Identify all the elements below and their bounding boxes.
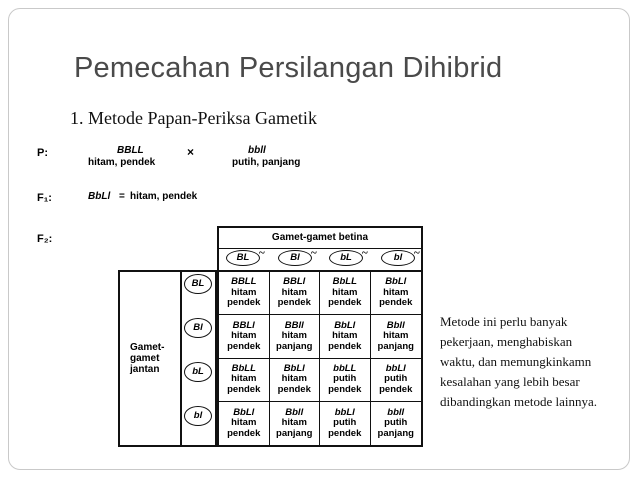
offspring-genotype: BbLl — [283, 362, 305, 374]
offspring-genotype: Bbll — [285, 406, 304, 418]
gamete-squiggle-icon: ~ — [362, 247, 368, 259]
offspring-size: panjang — [377, 340, 414, 352]
offspring-cell — [371, 315, 422, 358]
parental-left-genotype: BBLL — [117, 145, 144, 156]
parental-label: P: — [37, 147, 48, 159]
offspring-genotype: bbLl — [385, 362, 406, 374]
offspring-genotype: bbLl — [334, 406, 355, 418]
offspring-genotype: bbll — [387, 406, 405, 418]
female-gamete-4: bl — [381, 250, 415, 266]
offspring-color: hitam — [332, 286, 358, 298]
offspring-genotype: BBll — [284, 319, 304, 331]
gamete-squiggle-icon: ~ — [414, 247, 420, 259]
offspring-cell — [270, 272, 321, 315]
offspring-size: pendek — [328, 427, 362, 439]
offspring-size: pendek — [328, 340, 362, 352]
gamete-squiggle-icon: ~ — [259, 247, 265, 259]
offspring-size: panjang — [377, 427, 414, 439]
offspring-color: hitam — [231, 286, 257, 298]
parental-left-phenotype: hitam, pendek — [88, 157, 156, 168]
offspring-color: hitam — [231, 330, 257, 342]
header-divider — [219, 248, 421, 249]
offspring-cell — [270, 359, 321, 402]
offspring-size: pendek — [277, 383, 311, 395]
offspring-genotype: BbLL — [332, 276, 357, 288]
offspring-color: hitam — [231, 417, 257, 429]
offspring-color: hitam — [281, 286, 307, 298]
offspring-cell — [270, 315, 321, 358]
offspring-size: panjang — [276, 427, 313, 439]
offspring-color: putih — [384, 373, 408, 385]
parental-right-genotype: bbll — [248, 145, 266, 156]
offspring-cell — [371, 402, 422, 445]
offspring-genotype: BBLl — [232, 319, 255, 331]
female-gametes-title: Gamet-gamet betina — [271, 232, 369, 243]
offspring-color: hitam — [383, 286, 409, 298]
offspring-color: hitam — [281, 373, 307, 385]
slide-title: Pemecahan Persilangan Dihibrid — [74, 52, 503, 84]
female-gamete-2: Bl — [278, 250, 312, 266]
offspring-color: putih — [333, 417, 357, 429]
offspring-genotype: Bbll — [386, 319, 405, 331]
offspring-cell — [219, 272, 270, 315]
offspring-size: pendek — [227, 340, 261, 352]
offspring-color: hitam — [332, 330, 358, 342]
offspring-size: pendek — [379, 297, 413, 309]
cross-symbol: × — [187, 145, 195, 159]
offspring-cell — [219, 315, 270, 358]
offspring-size: panjang — [276, 340, 313, 352]
male-gamete-3: bL — [184, 362, 212, 382]
offspring-color: putih — [333, 373, 357, 385]
offspring-cell — [219, 359, 270, 402]
offspring-cell — [320, 402, 371, 445]
offspring-genotype: BBLL — [231, 276, 257, 288]
offspring-size: pendek — [277, 297, 311, 309]
f2-label: F₂: — [37, 233, 53, 245]
offspring-cell — [320, 315, 371, 358]
male-gametes-panel — [118, 270, 182, 447]
offspring-size: pendek — [379, 383, 413, 395]
offspring-cell — [320, 272, 371, 315]
offspring-color: putih — [384, 417, 408, 429]
slide-subtitle: 1. Metode Papan-Periksa Gametik — [70, 108, 317, 128]
offspring-cell — [371, 272, 422, 315]
f1-phenotype: hitam, pendek — [130, 191, 198, 202]
punnett-grid — [217, 270, 423, 447]
offspring-size: pendek — [227, 297, 261, 309]
offspring-genotype: BbLl — [385, 276, 407, 288]
offspring-cell — [219, 402, 270, 445]
offspring-cell — [371, 359, 422, 402]
female-gamete-3: bL — [329, 250, 363, 266]
offspring-size: pendek — [227, 383, 261, 395]
offspring-size: pendek — [328, 297, 362, 309]
offspring-size: pendek — [328, 383, 362, 395]
female-gamete-1: BL — [226, 250, 260, 266]
gamete-squiggle-icon: ~ — [311, 247, 317, 259]
male-gamete-1: BL — [184, 274, 212, 294]
offspring-genotype: BbLL — [231, 362, 256, 374]
offspring-genotype: BbLl — [233, 406, 255, 418]
male-gametes-label: Gamet- gamet jantan — [130, 342, 165, 375]
offspring-color: hitam — [383, 330, 409, 342]
parental-right-phenotype: putih, panjang — [232, 157, 301, 168]
offspring-cell — [270, 402, 321, 445]
f1-equals: = — [119, 191, 125, 202]
offspring-genotype: BBLl — [283, 276, 306, 288]
f1-genotype: BbLl — [88, 191, 111, 202]
method-note: Metode ini perlu banyak pekerjaan, menghabiskan waktu, dan memungkinkamn kesalahan yang lebih besar dibandingkan metode lainnya. — [440, 314, 598, 409]
offspring-genotype: BbLl — [334, 319, 356, 331]
offspring-size: pendek — [227, 427, 261, 439]
offspring-color: hitam — [281, 417, 307, 429]
f1-label: F₁: — [37, 192, 52, 204]
offspring-color: hitam — [231, 373, 257, 385]
male-gamete-4: bl — [184, 406, 212, 426]
offspring-cell — [320, 359, 371, 402]
offspring-color: hitam — [281, 330, 307, 342]
offspring-genotype: bbLL — [333, 362, 357, 374]
male-gamete-2: Bl — [184, 318, 212, 338]
